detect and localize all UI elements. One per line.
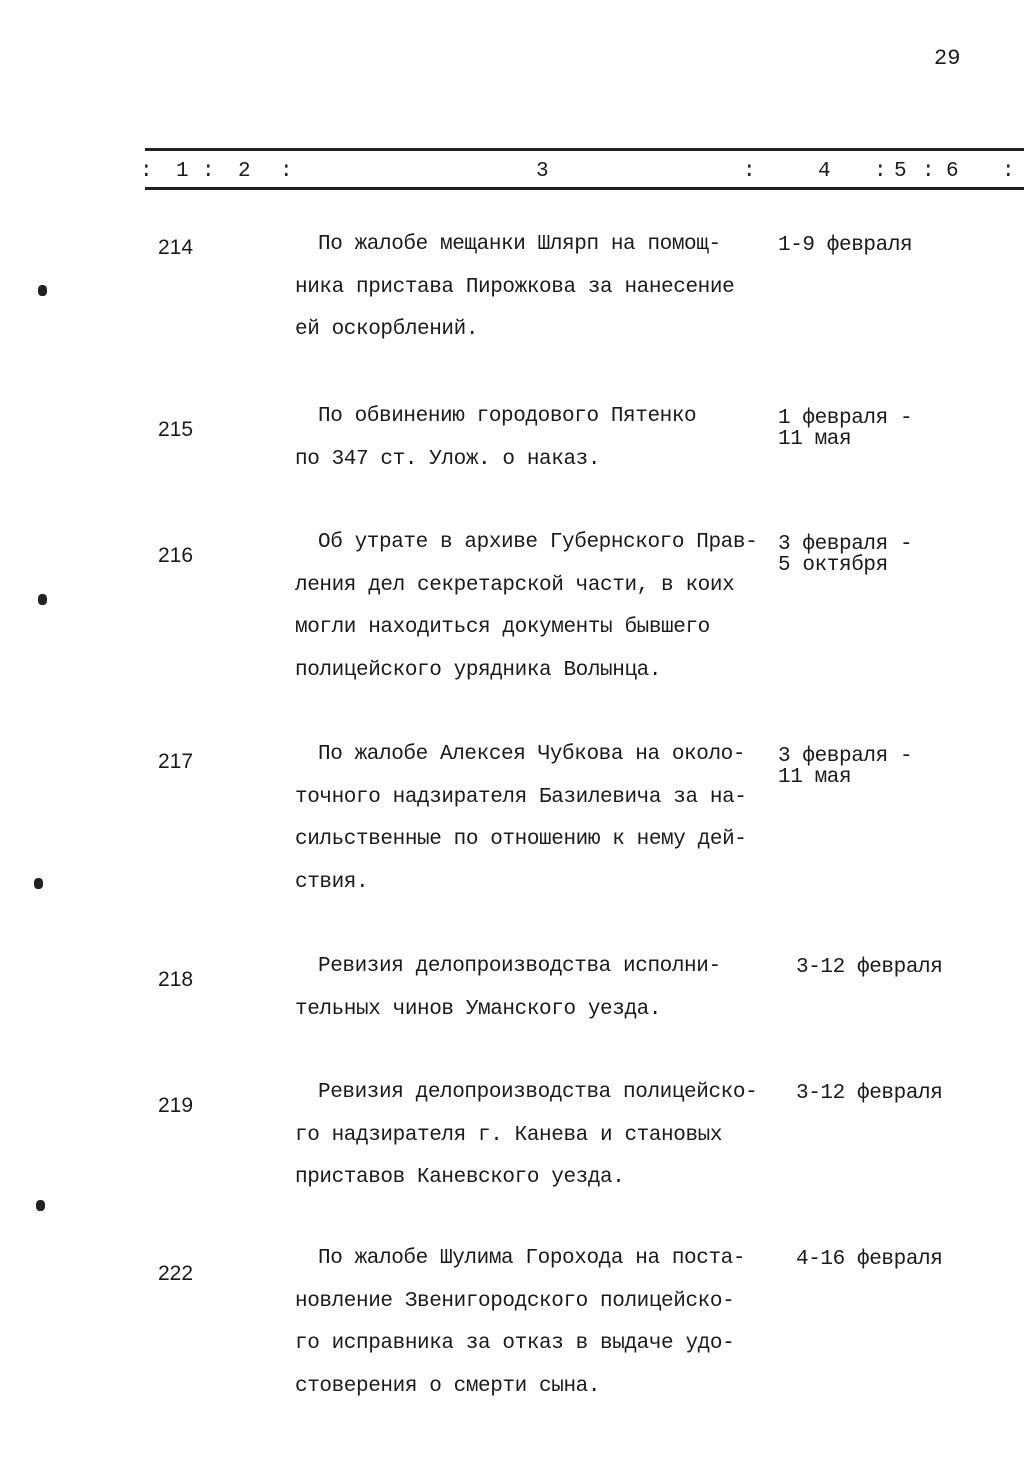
description-line: могли находиться документы бывшего xyxy=(295,616,710,639)
entry-dates xyxy=(778,534,912,576)
column-separator: : xyxy=(202,160,215,183)
description-line: По жалобе Шулима Горохода на поста- xyxy=(318,1247,746,1270)
date-line: 3 февраля - xyxy=(778,533,913,556)
date-line: 3 февраля - xyxy=(778,745,913,768)
column-separator: : xyxy=(140,160,153,183)
column-header-3: 3 xyxy=(536,160,549,183)
description-line: По обвинению городового Пятенко xyxy=(318,405,697,428)
entry-number: 219 xyxy=(158,1094,194,1117)
description-line: ей оскорблений. xyxy=(295,318,479,341)
description-line: тельных чинов Уманского уезда. xyxy=(295,997,662,1021)
description-line: точного надзирателя Базилевича за на- xyxy=(295,785,747,809)
date-line: 11 мая xyxy=(778,766,852,789)
entry-dates xyxy=(778,235,912,256)
column-separator: : xyxy=(743,160,756,183)
date-line: 3-12 февраля xyxy=(796,956,943,979)
description-line: по 347 ст. Улож. о наказ. xyxy=(295,447,601,471)
description-line: го надзирателя г. Канева и становых xyxy=(295,1123,723,1147)
entry-number: 216 xyxy=(158,544,194,567)
description-line: новление Звенигородского полицейско- xyxy=(295,1289,735,1313)
description-line: ления дел секретарской части, в коих xyxy=(295,573,735,597)
entry-number: 222 xyxy=(158,1262,194,1285)
entry-dates xyxy=(778,746,912,788)
column-separator: : xyxy=(280,160,293,183)
entry-description xyxy=(295,224,775,352)
description-line: го исправника за отказ в выдаче удо- xyxy=(295,1332,735,1355)
column-header-6: 6 xyxy=(946,160,959,183)
date-line: 5 октября xyxy=(778,554,888,577)
column-header-4: 4 xyxy=(818,160,831,183)
description-line: По жалобе мещанки Шлярп на помощ- xyxy=(318,233,721,256)
column-separator: : xyxy=(1002,160,1015,183)
entry-number: 218 xyxy=(158,968,194,991)
entry-description xyxy=(295,734,775,904)
date-line: 3-12 февраля xyxy=(796,1082,943,1105)
punch-hole-mark xyxy=(38,594,47,605)
column-header-2: 2 xyxy=(238,160,251,183)
punch-hole-mark xyxy=(34,878,43,889)
description-line: приставов Каневского уезда. xyxy=(295,1166,625,1189)
description-line: Ревизия делопроизводства исполни- xyxy=(318,955,721,978)
date-line: 1 февраля - xyxy=(778,407,913,430)
entry-number: 217 xyxy=(158,750,194,773)
table-header-bottom-rule xyxy=(145,187,1024,190)
column-header-5: 5 xyxy=(894,160,907,183)
punch-hole-mark xyxy=(38,285,47,296)
entry-dates xyxy=(796,957,942,978)
description-line: По жалобе Алексея Чубкова на околo- xyxy=(318,743,746,766)
entry-dates xyxy=(796,1083,942,1104)
description-line: Об утрате в архиве Губернского Прав- xyxy=(318,531,758,554)
punch-hole-mark xyxy=(36,1200,45,1211)
description-line: полицейского урядника Волынца. xyxy=(295,658,662,682)
entry-description xyxy=(295,1238,775,1408)
table-header-top-rule xyxy=(145,148,1024,151)
entry-number: 214 xyxy=(158,236,194,259)
page-number: 29 xyxy=(934,46,961,71)
date-line: 4-16 февраля xyxy=(796,1248,943,1271)
column-separator: : xyxy=(874,160,887,183)
description-line: сильственные по отношению к нему дей- xyxy=(295,828,747,851)
column-header-1: 1 xyxy=(176,160,189,183)
column-separator: : xyxy=(922,160,935,183)
entry-number: 215 xyxy=(158,418,194,441)
entry-description xyxy=(295,946,775,1031)
description-line: ника пристава Пирожкова за нанесение xyxy=(295,275,735,299)
entry-dates xyxy=(778,408,912,450)
description-line: стоверения о смерти сына. xyxy=(295,1374,601,1398)
date-line: 1-9 февраля xyxy=(778,234,913,257)
description-line: Ревизия делопроизводства полицейско- xyxy=(318,1081,758,1104)
entry-description xyxy=(295,522,775,692)
entry-description xyxy=(295,1072,775,1200)
entry-dates xyxy=(796,1249,942,1270)
description-line: ствия. xyxy=(295,870,369,894)
entry-description xyxy=(295,396,775,481)
date-line: 11 мая xyxy=(778,428,852,451)
